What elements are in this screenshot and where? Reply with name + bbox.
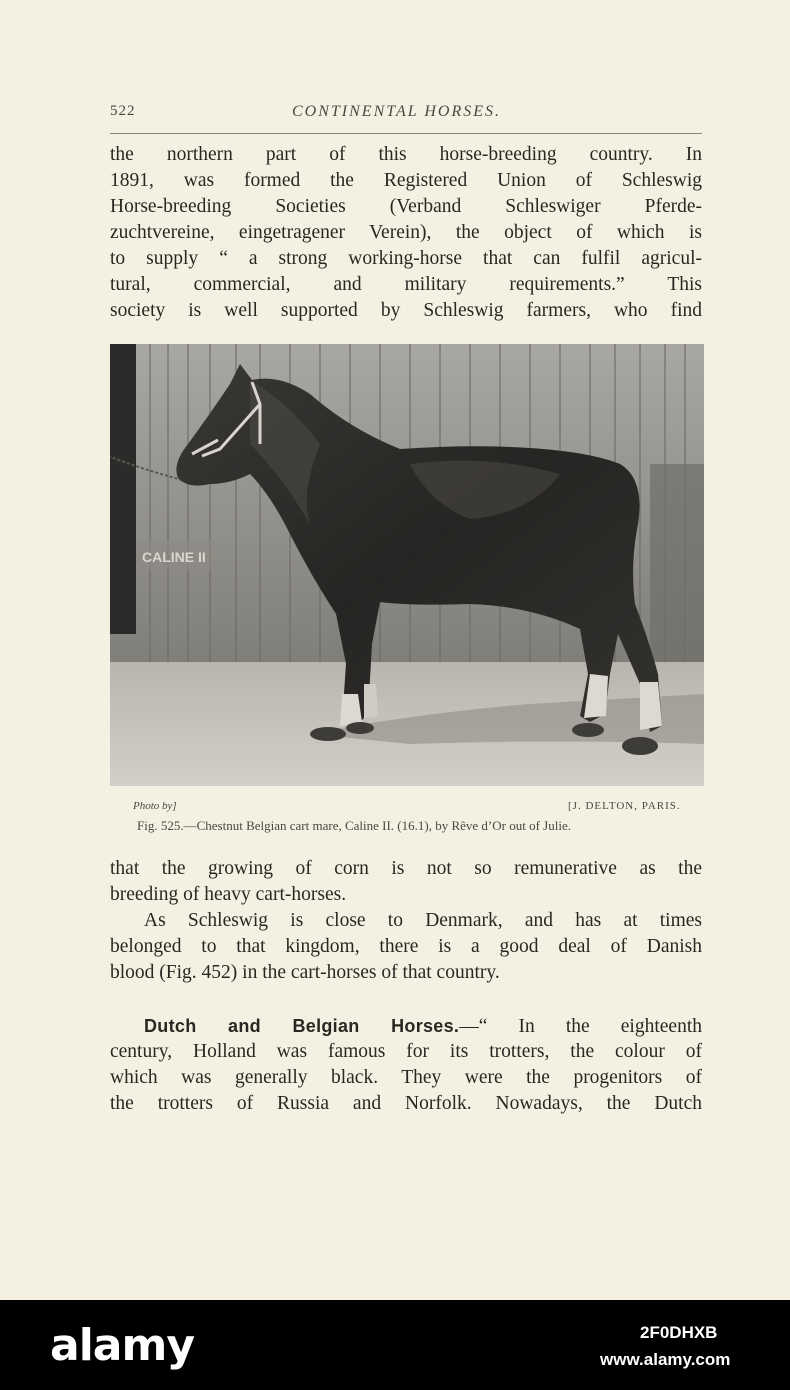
section-heading: Dutch and Belgian Horses. <box>144 1016 460 1036</box>
text-line: the trotters of Russia and Norfolk. Nowadays, the Dutch <box>110 1093 702 1114</box>
text-line: century, Holland was famous for its trotters, the colour of <box>110 1041 702 1062</box>
text-line: breeding of heavy cart-horses. <box>110 884 347 905</box>
text-line: the northern part of this horse-breeding country. In <box>110 144 702 165</box>
text-line: tural, commercial, and military requirements.” This <box>110 274 702 295</box>
paragraph-dutch-belgian <box>110 1013 702 1117</box>
text-line: Horse-breeding Societies (Verband Schleswiger Pferde- <box>110 196 702 217</box>
running-title: CONTINENTAL HORSES. <box>292 103 501 120</box>
stall-sign: CALINE II <box>142 549 206 565</box>
running-header <box>110 103 702 127</box>
photographer-credit: [J. DELTON, PARIS. <box>568 800 681 812</box>
text-run: —“ In the eighteenth <box>459 1016 702 1037</box>
text-line: which was generally black. They were the progenitors of <box>110 1067 702 1088</box>
text-line: blood (Fig. 452) in the cart-horses of that country. <box>110 962 500 983</box>
text-line: society is well supported by Schleswig farmers, who find <box>110 300 702 321</box>
figure-caption: Fig. 525.—Chestnut Belgian cart mare, Caline II. (16.1), by Rêve d’Or out of Julie. <box>137 818 571 833</box>
text-line: As Schleswig is close to Denmark, and has at times <box>144 910 702 931</box>
site-url: www.alamy.com <box>600 1350 731 1369</box>
paragraph-schleswig-union <box>110 142 702 324</box>
header-rule <box>110 133 702 134</box>
text-line: zuchtvereine, eingetragener Verein), the object of which is <box>110 222 702 243</box>
horse-photograph <box>110 344 704 786</box>
text-line: 1891, was formed the Registered Union of Schleswig <box>110 170 702 191</box>
text-line: that the growing of corn is not so remunerative as the <box>110 858 702 879</box>
alamy-logo: alamy <box>50 1320 194 1371</box>
paragraph-corn-denmark <box>110 856 702 986</box>
text-line: to supply “ a strong working-horse that can fulfil agricul- <box>110 248 702 269</box>
photo-credit-label: Photo by] <box>133 800 177 812</box>
text-line <box>110 1013 702 1039</box>
page-number: 522 <box>110 103 136 119</box>
image-id: 2F0DHXB <box>640 1323 718 1342</box>
text-line: belonged to that kingdom, there is a good deal of Danish <box>110 936 702 957</box>
